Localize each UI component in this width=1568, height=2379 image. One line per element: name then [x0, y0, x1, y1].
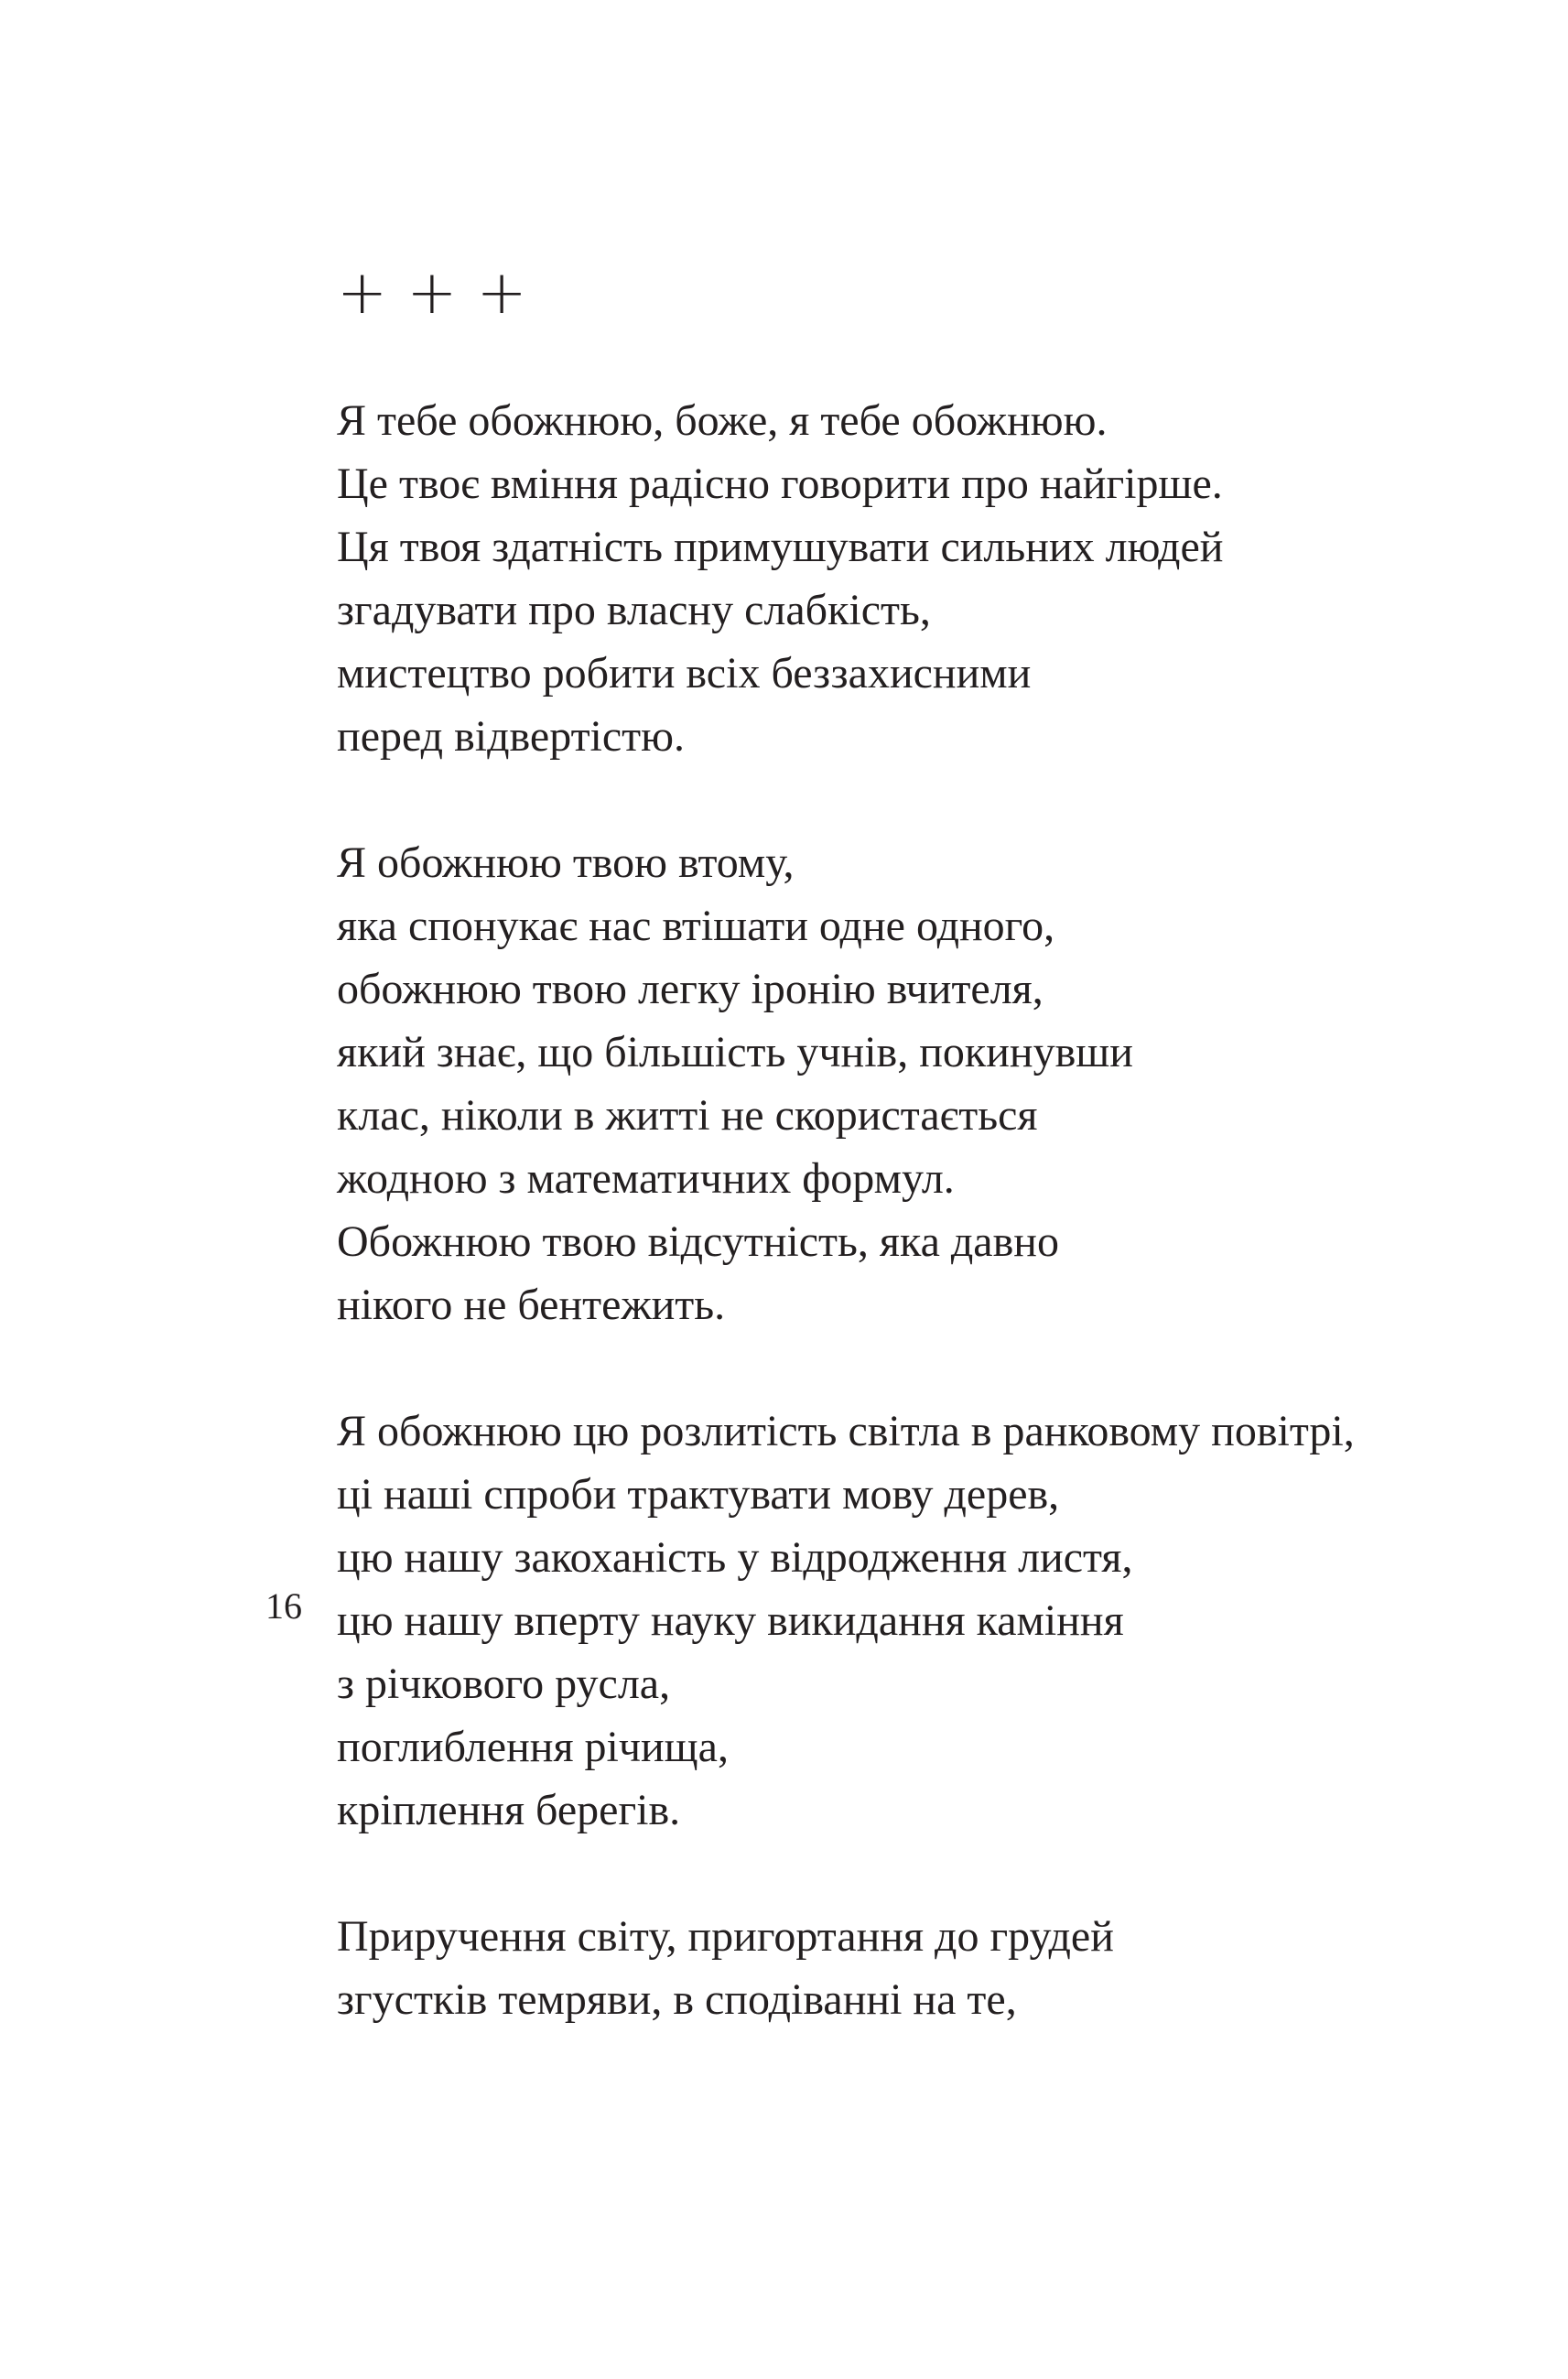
poem-line: кріплення берегів.: [337, 1786, 681, 1834]
poem-line: поглиблення річища,: [337, 1723, 729, 1771]
poem-line: обожнюю твою легку іронію вчителя,: [337, 965, 1044, 1013]
poem-line: з річкового русла,: [337, 1660, 671, 1708]
poem-line: Обожнюю твою відсутність, яка давно: [337, 1217, 1059, 1266]
stanza-3: [337, 1400, 1490, 1842]
poem-line: Це твоє вміння радісно говорити про найгірше.: [337, 460, 1223, 508]
poem-line: згадувати про власну слабкість,: [337, 586, 931, 634]
stanza-1: [337, 389, 1490, 768]
poem-line: згустків темряви, в сподіванні на те,: [337, 1975, 1017, 2024]
poem-line: клас, ніколи в житті не скористається: [337, 1091, 1038, 1140]
poem-line: жодною з математичних формул.: [337, 1154, 955, 1203]
poem-line: Я обожнюю цю розлитість світла в ранковому повітрі,: [337, 1407, 1355, 1455]
poem-line: яка спонукає нас втішати одне одного,: [337, 902, 1055, 950]
stanza-4: [337, 1905, 1490, 2031]
poem-line: цю нашу вперту науку викидання каміння: [337, 1596, 1124, 1645]
poem-line: Я обожнюю твою втому,: [337, 838, 795, 887]
poem-line: який знає, що більшість учнів, покинувши: [337, 1028, 1133, 1076]
poem-line: ці наші спроби трактувати мову дерев,: [337, 1470, 1060, 1519]
page-number: 16: [265, 1585, 302, 1627]
poem-line: перед відвертістю.: [337, 712, 686, 761]
poem-body: [337, 389, 1490, 2094]
poem-line: Я тебе обожнюю, боже, я тебе обожнюю.: [337, 396, 1108, 445]
poem-line: нікого не бентежить.: [337, 1281, 726, 1329]
poem-line: мистецтво робити всіх беззахисними: [337, 649, 1032, 697]
stanza-2: [337, 831, 1490, 1336]
section-ornament: + + +: [337, 257, 527, 328]
poem-line: Ця твоя здатність примушувати сильних людей: [337, 523, 1224, 571]
poem-line: цю нашу закоханість у відродження листя,: [337, 1533, 1133, 1582]
poem-line: Приручення світу, пригортання до грудей: [337, 1912, 1114, 1961]
